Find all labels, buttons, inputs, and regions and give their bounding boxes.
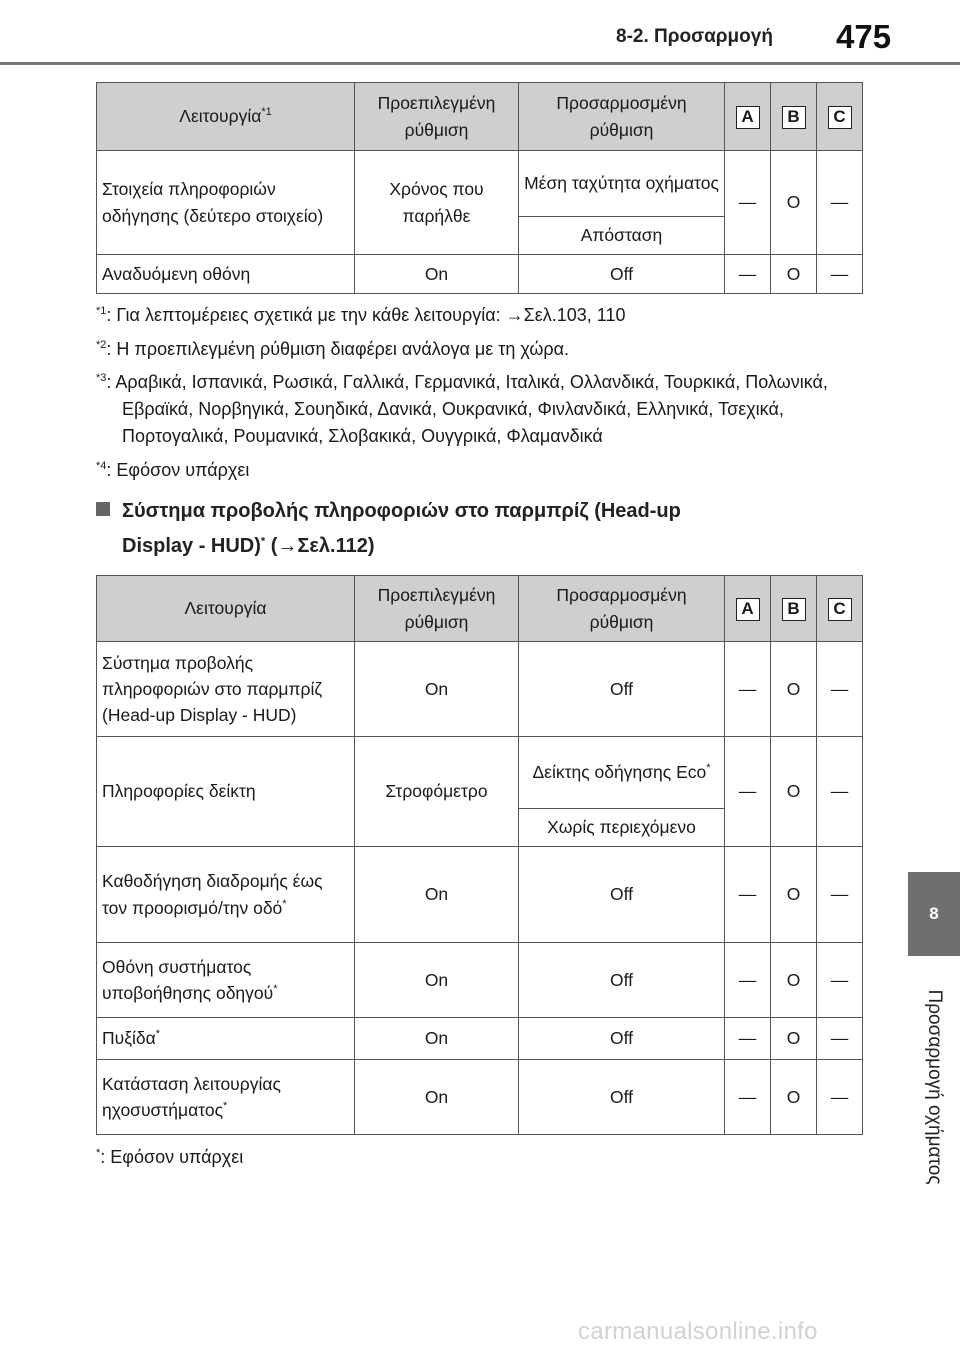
row-custom: Off [519, 1018, 725, 1060]
row-a: — [725, 1060, 771, 1135]
header-custom: Προσαρμοσμένη ρύθμιση [519, 576, 725, 642]
header-default: Προεπιλεγμένη ρύθμιση [355, 83, 519, 151]
row-function: Στοιχεία πληροφοριών οδήγησης (δεύτερο στοιχείο) [97, 151, 355, 255]
header-default: Προεπιλεγμένη ρύθμιση [355, 576, 519, 642]
row-a: — [725, 255, 771, 294]
row-c: — [817, 1060, 863, 1135]
arrow-right-icon: → [277, 535, 298, 557]
chapter-tab: 8 [908, 872, 960, 956]
row-b: O [771, 847, 817, 943]
square-bullet-icon [96, 502, 110, 516]
row-default: On [355, 847, 519, 943]
badge-c: C [828, 598, 852, 621]
header-function: Λειτουργία [97, 576, 355, 642]
chapter-label-wrap [908, 960, 960, 1214]
row-default: On [355, 642, 519, 737]
badge-b: B [782, 598, 806, 621]
row-c: — [817, 737, 863, 847]
row-b: O [771, 943, 817, 1018]
row-custom-option: Μέση ταχύτητα οχήματος [519, 151, 725, 217]
row-function: Καθοδήγηση διαδρομής έως τον προορισμό/την οδό* [97, 847, 355, 943]
row-c: — [817, 642, 863, 737]
row-c: — [817, 255, 863, 294]
row-custom: Off [519, 847, 725, 943]
row-default: Στροφόμετρο [355, 737, 519, 847]
hud-section-title: Σύστημα προβολής πληροφοριών στο παρμπρίζ (Head-up Display - HUD)* (→Σελ.112) [96, 494, 876, 564]
header-c [817, 576, 863, 642]
table-row [97, 1018, 863, 1060]
page-number: 475 [836, 18, 892, 55]
row-custom: Off [519, 943, 725, 1018]
row-b: O [771, 642, 817, 737]
row-a: — [725, 642, 771, 737]
row-a: — [725, 737, 771, 847]
row-b: O [771, 737, 817, 847]
header-function: Λειτουργία$^{*1}$ [97, 83, 355, 151]
footnote-asterisk: *: Εφόσον υπάρχει [96, 1147, 244, 1167]
header-b [771, 576, 817, 642]
row-custom: Off [519, 1060, 725, 1135]
row-c: — [817, 151, 863, 255]
row-c: — [817, 847, 863, 943]
row-default: On [355, 1060, 519, 1135]
row-b: O [771, 151, 817, 255]
badge-a: A [736, 598, 760, 621]
row-b: O [771, 1060, 817, 1135]
section-heading: 8-2. Προσαρμογή [616, 26, 773, 47]
row-default: On [355, 943, 519, 1018]
table-header-row [97, 576, 863, 642]
header-custom: Προσαρμοσμένη ρύθμιση [519, 83, 725, 151]
footnote-1: $^{*1}$: Για λεπτομέρειες σχετικά με την κάθε λειτουργία: →Σελ.103, 110 [96, 305, 626, 325]
table-row [97, 847, 863, 943]
row-function: Πληροφορίες δείκτη [97, 737, 355, 847]
settings-table-1 [96, 82, 863, 294]
row-a: — [725, 847, 771, 943]
row-a: — [725, 1018, 771, 1060]
row-default: On [355, 255, 519, 294]
table-row [97, 737, 863, 809]
arrow-right-icon: → [505, 305, 524, 325]
footnote-4: $^{*4}$: Εφόσον υπάρχει [96, 460, 250, 480]
row-default: Χρόνος που παρήλθε [355, 151, 519, 255]
watermark-text: carmanualsonline.info [578, 1318, 818, 1345]
badge-b: B [782, 106, 806, 129]
row-c: — [817, 943, 863, 1018]
row-function: Αναδυόμενη οθόνη [97, 255, 355, 294]
row-custom-option: Δείκτης οδήγησης Eco* [519, 737, 725, 809]
chapter-label: Προσαρμογή οχήματος [924, 989, 945, 1185]
row-custom: Off [519, 255, 725, 294]
table-row [97, 151, 863, 217]
header-c [817, 83, 863, 151]
row-custom-option: Χωρίς περιεχόμενο [519, 809, 725, 847]
header-divider [0, 62, 960, 65]
table-row [97, 255, 863, 294]
footnote-2: $^{*2}$: Η προεπιλεγμένη ρύθμιση διαφέρει ανάλογα με τη χώρα. [96, 339, 570, 359]
row-b: O [771, 255, 817, 294]
row-c: — [817, 1018, 863, 1060]
row-default: On [355, 1018, 519, 1060]
header-a [725, 576, 771, 642]
row-function: Οθόνη συστήματος υποβοήθησης οδηγού* [97, 943, 355, 1018]
badge-c: C [828, 106, 852, 129]
row-a: — [725, 151, 771, 255]
row-b: O [771, 1018, 817, 1060]
row-function: Πυξίδα* [97, 1018, 355, 1060]
footnote-3: $^{*3}$: Αραβικά, Ισπανικά, Ρωσικά, Γαλλικά, Γερμανικά, Ιταλικά, Ολλανδικά, Τουρκικά, Πολωνικά, Εβραϊκά, Νορβηγικά, Σουηδικά, Δανικά, Ουκρανικά, Φινλανδικά, Ελληνικά, Τσεχικά, Πορτογαλικά, Ρουμανικά, Σλοβακικά, Ουγγρικά, Φλαμανδικά [96, 372, 828, 446]
settings-table-2 [96, 575, 863, 1135]
table-row [97, 642, 863, 737]
header-a [725, 83, 771, 151]
badge-a: A [736, 106, 760, 129]
row-custom-option: Απόσταση [519, 217, 725, 255]
page-reference: Σελ.103, 110 [523, 305, 626, 325]
page-reference: Σελ.112) [297, 535, 375, 557]
row-function: Κατάσταση λειτουργίας ηχοσυστήματος* [97, 1060, 355, 1135]
row-function: Σύστημα προβολής πληροφοριών στο παρμπρίζ (Head-up Display - HUD) [97, 642, 355, 737]
table-row [97, 1060, 863, 1135]
table-header-row [97, 83, 863, 151]
header-b [771, 83, 817, 151]
row-custom: Off [519, 642, 725, 737]
table-row [97, 943, 863, 1018]
row-a: — [725, 943, 771, 1018]
